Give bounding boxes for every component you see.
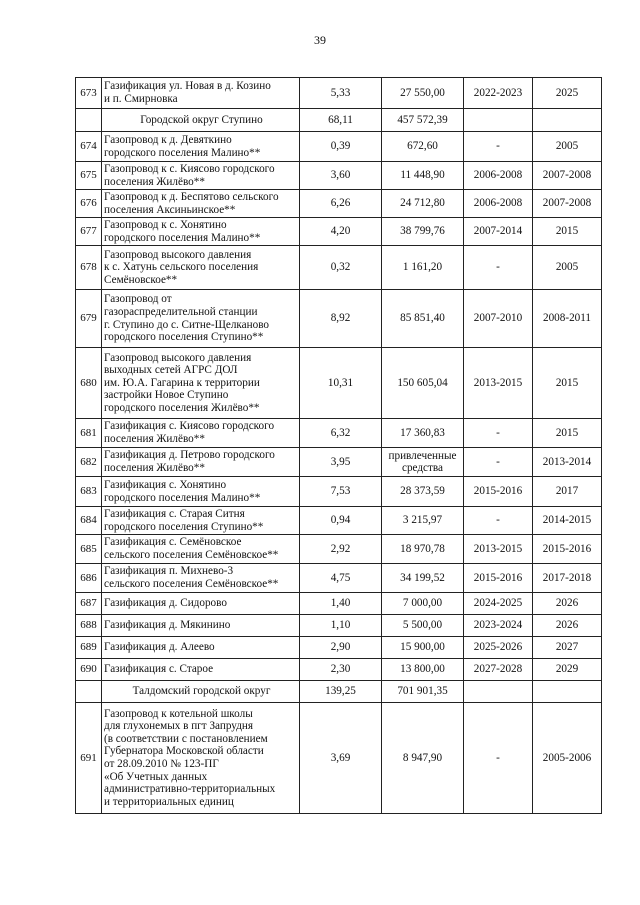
row-number: 674 <box>76 132 102 162</box>
design-period: 2022-2023 <box>464 78 533 109</box>
table-row <box>76 637 602 659</box>
district-row <box>76 109 602 132</box>
cost-value <box>382 564 464 593</box>
text-line: поселения Жилёво** <box>104 462 205 474</box>
project-name <box>102 190 300 218</box>
text-line: Газификация д. Алеево <box>104 641 215 654</box>
design-period: - <box>464 507 533 535</box>
length-value: 2,30 <box>300 659 382 681</box>
row-number: 679 <box>76 290 102 348</box>
text-line: Газопровод от <box>104 293 172 306</box>
table-row <box>76 477 602 507</box>
table-row <box>76 78 602 109</box>
text-line: 17 360,83 <box>400 426 445 439</box>
text-line: Семёновское** <box>104 273 178 286</box>
construction-period: 2017 <box>533 477 602 507</box>
text-line: 701 901,35 <box>397 685 448 698</box>
text-line: поселения Аксиньинское** <box>104 203 236 216</box>
text-line: и территориальных единиц <box>104 795 234 808</box>
row-number: 688 <box>76 615 102 637</box>
text-line: городского поселения Ступино** <box>104 520 264 533</box>
length-value: 1,10 <box>300 615 382 637</box>
design-period: - <box>464 703 533 814</box>
table-row <box>76 703 602 814</box>
text-line: Газопровод к с. Хонятино <box>104 218 227 231</box>
cost-value <box>382 659 464 681</box>
project-name <box>102 593 300 615</box>
text-line: Газопровод высокого давления <box>104 351 252 364</box>
cost-value <box>382 477 464 507</box>
text-line: 34 199,52 <box>400 571 445 584</box>
text-line: 38 799,76 <box>400 225 445 238</box>
text-line: 1 161,20 <box>402 261 443 274</box>
table-row <box>76 448 602 477</box>
text-line: 5 500,00 <box>402 619 443 632</box>
text-line: 27 550,00 <box>400 86 445 99</box>
cost-value <box>382 290 464 348</box>
row-number: 684 <box>76 507 102 535</box>
text-line: городского поселения Малино** <box>104 146 261 159</box>
row-number <box>76 109 102 132</box>
row-number <box>76 681 102 703</box>
text-line: 28 373,59 <box>400 485 445 498</box>
text-line: г. Ступино до с. Ситне-Щелканово <box>104 318 270 331</box>
construction-period: 2026 <box>533 615 602 637</box>
design-period: - <box>464 448 533 477</box>
text-line: Газопровод к с. Киясово городского <box>104 162 275 175</box>
construction-period: 2013-2014 <box>533 448 602 477</box>
length-value: 2,90 <box>300 637 382 659</box>
cost-value <box>382 507 464 535</box>
cost-value <box>382 593 464 615</box>
construction-period: 2015 <box>533 348 602 419</box>
row-number: 681 <box>76 419 102 448</box>
length-value: 6,26 <box>300 190 382 218</box>
text-line: городского поселения Малино** <box>104 491 261 504</box>
text-line: средства <box>401 462 444 474</box>
project-name <box>102 348 300 419</box>
table-row <box>76 246 602 290</box>
text-line: 672,60 <box>407 140 438 153</box>
length-value: 1,40 <box>300 593 382 615</box>
design-period: 2007-2014 <box>464 218 533 246</box>
gas-projects-table <box>75 77 602 814</box>
project-name <box>102 218 300 246</box>
table-row <box>76 132 602 162</box>
text-line: Газификация с. Старая Ситня <box>104 507 245 520</box>
construction-period: 2027 <box>533 637 602 659</box>
design-period <box>464 681 533 703</box>
length-value: 3,95 <box>300 448 382 477</box>
length-value: 2,92 <box>300 535 382 564</box>
cost-value <box>382 703 464 814</box>
row-number: 673 <box>76 78 102 109</box>
cost-value <box>382 448 464 477</box>
length-value: 68,11 <box>300 109 382 132</box>
length-value: 3,69 <box>300 703 382 814</box>
design-period: - <box>464 132 533 162</box>
text-line: выходных сетей АГРС ДОЛ <box>104 364 238 377</box>
design-period: 2025-2026 <box>464 637 533 659</box>
table-row <box>76 507 602 535</box>
construction-period: 2008-2011 <box>533 290 602 348</box>
construction-period: 2005 <box>533 132 602 162</box>
text-line: 18 970,78 <box>400 542 445 555</box>
text-line: городского поселения Ступино** <box>104 331 264 344</box>
text-line: Газопровод к котельной школы <box>104 707 253 720</box>
design-period <box>464 109 533 132</box>
text-line: Газификация д. Петрово городского <box>104 449 275 462</box>
design-period: 2023-2024 <box>464 615 533 637</box>
project-name <box>102 419 300 448</box>
text-line: 3 215,97 <box>402 514 443 527</box>
length-value: 0,32 <box>300 246 382 290</box>
table-row <box>76 659 602 681</box>
text-line: 85 851,40 <box>400 312 445 325</box>
text-line: городского поселения Малино** <box>104 231 261 244</box>
construction-period: 2029 <box>533 659 602 681</box>
project-name <box>102 615 300 637</box>
construction-period: 2015 <box>533 419 602 448</box>
text-line: 11 448,90 <box>400 169 445 182</box>
construction-period: 2007-2008 <box>533 190 602 218</box>
project-name <box>102 507 300 535</box>
length-value: 0,94 <box>300 507 382 535</box>
construction-period: 2015 <box>533 218 602 246</box>
row-number: 678 <box>76 246 102 290</box>
text-line: Губернатора Московской области <box>104 745 264 758</box>
project-name <box>102 477 300 507</box>
row-number: 689 <box>76 637 102 659</box>
row-number: 690 <box>76 659 102 681</box>
text-line: Газификация д. Мякинино <box>104 619 231 632</box>
project-name <box>102 448 300 477</box>
text-line: Газопровод к д. Девяткино <box>104 133 232 146</box>
text-line: городского поселения Жилёво** <box>104 401 260 414</box>
table-row <box>76 290 602 348</box>
text-line: (в соответствии с постановлением <box>104 732 268 745</box>
project-name <box>102 637 300 659</box>
text-line: от 28.09.2010 № 123-ПГ <box>104 758 219 770</box>
design-period: 2015-2016 <box>464 564 533 593</box>
text-line: Городской округ Ступино <box>140 113 263 126</box>
design-period: 2027-2028 <box>464 659 533 681</box>
length-value: 7,53 <box>300 477 382 507</box>
length-value: 5,33 <box>300 78 382 109</box>
project-name <box>102 132 300 162</box>
construction-period <box>533 681 602 703</box>
row-number: 683 <box>76 477 102 507</box>
text-line: Газификация с. Киясово городского <box>104 420 275 433</box>
text-line: поселения Жилёво** <box>104 433 205 445</box>
design-period: 2015-2016 <box>464 477 533 507</box>
text-line: 24 712,80 <box>400 197 445 210</box>
project-name <box>102 290 300 348</box>
text-line: сельского поселения Семёновское** <box>104 578 279 590</box>
length-value: 3,60 <box>300 162 382 190</box>
construction-period: 2025 <box>533 78 602 109</box>
page-number: 39 <box>314 33 326 47</box>
text-line: привлеченные <box>388 450 457 462</box>
length-value: 8,92 <box>300 290 382 348</box>
table-row <box>76 615 602 637</box>
construction-period: 2026 <box>533 593 602 615</box>
design-period: - <box>464 419 533 448</box>
table-row <box>76 218 602 246</box>
project-name <box>102 246 300 290</box>
district-name <box>102 109 300 132</box>
design-period: 2006-2008 <box>464 190 533 218</box>
construction-period: 2017-2018 <box>533 564 602 593</box>
text-line: Газификация ул. Новая в д. Козино <box>104 80 271 93</box>
row-number: 680 <box>76 348 102 419</box>
cost-value <box>382 681 464 703</box>
construction-period: 2005-2006 <box>533 703 602 814</box>
text-line: сельского поселения Семёновское** <box>104 549 279 561</box>
design-period: 2013-2015 <box>464 535 533 564</box>
project-name <box>102 564 300 593</box>
cost-value <box>382 162 464 190</box>
cost-value <box>382 615 464 637</box>
project-name <box>102 659 300 681</box>
row-number: 686 <box>76 564 102 593</box>
construction-period <box>533 109 602 132</box>
text-line: Газификация д. Сидорово <box>104 597 227 610</box>
cost-value <box>382 246 464 290</box>
design-period: 2007-2010 <box>464 290 533 348</box>
cost-value <box>382 535 464 564</box>
text-line: 7 000,00 <box>402 597 443 610</box>
row-number: 677 <box>76 218 102 246</box>
text-line: застройки Новое Ступино <box>104 389 229 402</box>
text-line: административно-территориальных <box>104 783 276 796</box>
cost-value <box>382 218 464 246</box>
text-line: Талдомский городской округ <box>132 685 271 698</box>
district-row <box>76 681 602 703</box>
table-row <box>76 190 602 218</box>
text-line: Газификация с. Старое <box>104 663 214 676</box>
text-line: к с. Хатунь сельского поселения <box>104 261 259 274</box>
text-line: 8 947,90 <box>402 751 443 764</box>
text-line: Газопровод к д. Беспятово сельского <box>104 190 279 203</box>
project-name <box>102 535 300 564</box>
length-value: 0,39 <box>300 132 382 162</box>
row-number: 675 <box>76 162 102 190</box>
design-period: 2006-2008 <box>464 162 533 190</box>
cost-value <box>382 78 464 109</box>
text-line: 13 800,00 <box>400 663 445 676</box>
text-line: 15 900,00 <box>400 641 445 654</box>
text-line: Газификация с. Хонятино <box>104 478 227 491</box>
table-row <box>76 564 602 593</box>
cost-value <box>382 109 464 132</box>
district-name <box>102 681 300 703</box>
cost-value <box>382 637 464 659</box>
row-number: 676 <box>76 190 102 218</box>
design-period: - <box>464 246 533 290</box>
row-number: 685 <box>76 535 102 564</box>
text-line: и п. Смирновка <box>104 93 178 105</box>
table-row <box>76 419 602 448</box>
cost-value <box>382 348 464 419</box>
cost-value <box>382 190 464 218</box>
text-line: газораспределительной станции <box>104 305 258 318</box>
project-name <box>102 162 300 190</box>
table-row <box>76 348 602 419</box>
construction-period: 2007-2008 <box>533 162 602 190</box>
project-name <box>102 78 300 109</box>
text-line: Газификация п. Михнево-3 <box>104 565 234 578</box>
text-line: 150 605,04 <box>397 376 448 389</box>
length-value: 4,20 <box>300 218 382 246</box>
construction-period: 2014-2015 <box>533 507 602 535</box>
text-line: Газопровод высокого давления <box>104 248 252 261</box>
length-value: 6,32 <box>300 419 382 448</box>
text-line: Газификация с. Семёновское <box>104 536 242 549</box>
length-value: 4,75 <box>300 564 382 593</box>
row-number: 682 <box>76 448 102 477</box>
text-line: им. Ю.А. Гагарина к территории <box>104 376 260 389</box>
construction-period: 2005 <box>533 246 602 290</box>
row-number: 691 <box>76 703 102 814</box>
cost-value <box>382 419 464 448</box>
length-value: 10,31 <box>300 348 382 419</box>
design-period: 2024-2025 <box>464 593 533 615</box>
text-line: «Об Учетных данных <box>104 770 208 783</box>
design-period: 2013-2015 <box>464 348 533 419</box>
table-row <box>76 162 602 190</box>
construction-period: 2015-2016 <box>533 535 602 564</box>
row-number: 687 <box>76 593 102 615</box>
cost-value <box>382 132 464 162</box>
table-row <box>76 593 602 615</box>
text-line: для глухонемых в пгт Запрудня <box>104 720 254 733</box>
length-value: 139,25 <box>300 681 382 703</box>
text-line: 457 572,39 <box>397 113 448 126</box>
table-row <box>76 535 602 564</box>
project-name <box>102 703 300 814</box>
text-line: поселения Жилёво** <box>104 175 205 188</box>
